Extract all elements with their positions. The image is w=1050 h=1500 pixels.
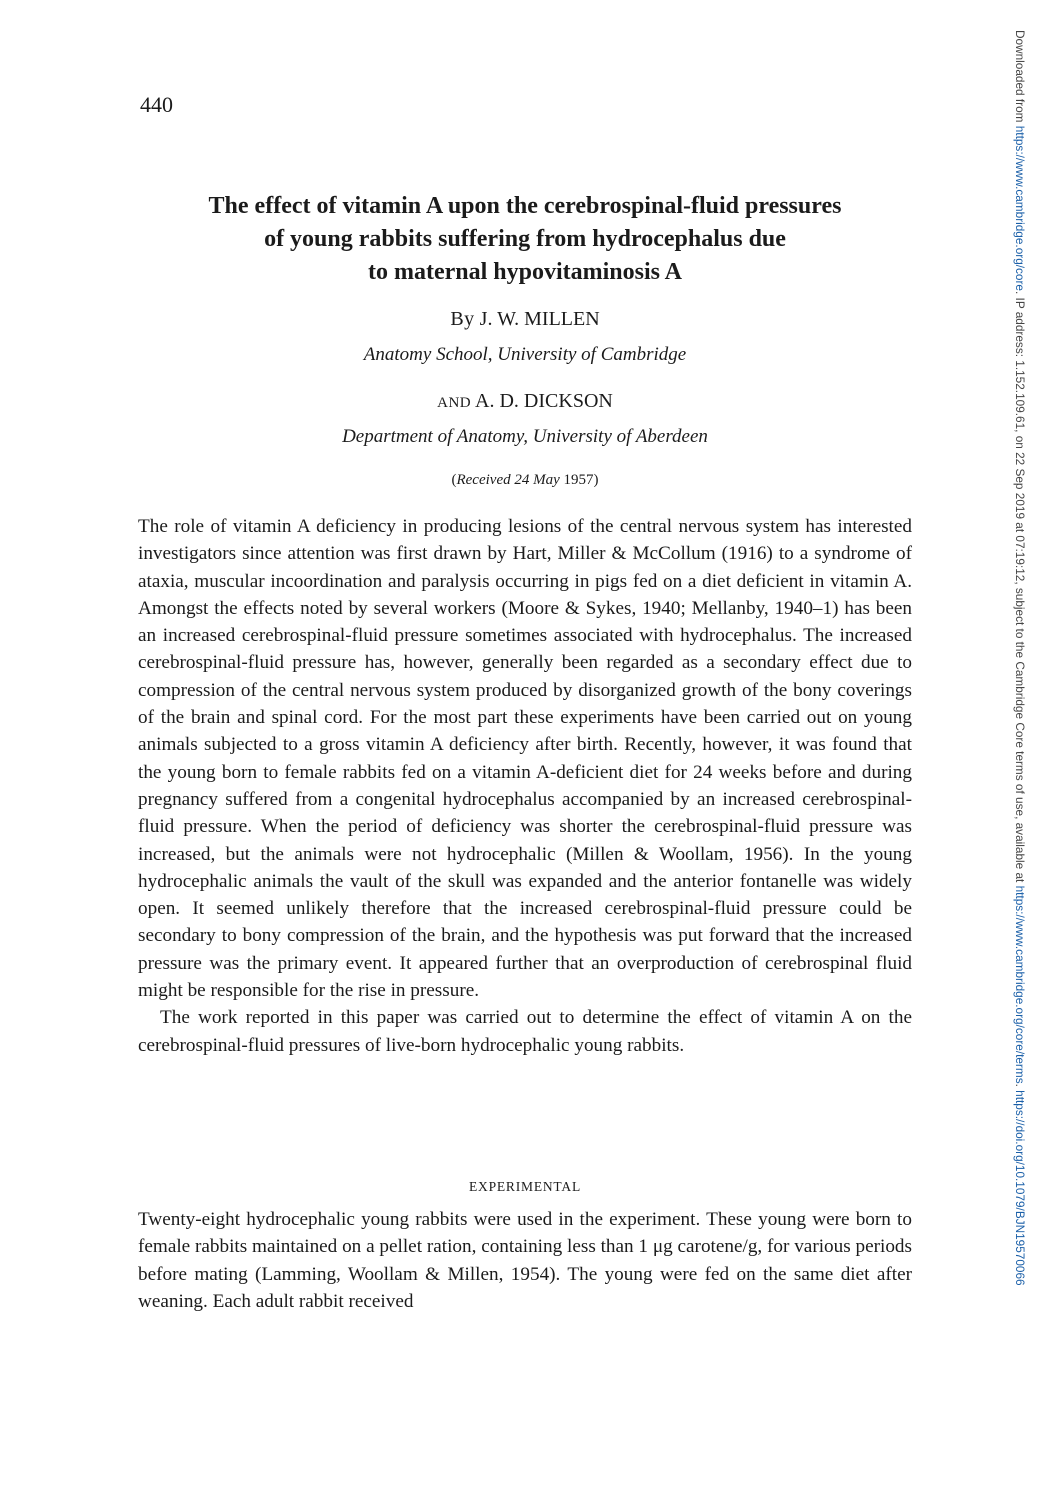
terms-link[interactable]: https://www.cambridge.org/core/terms <box>1013 885 1027 1084</box>
page-number: 440 <box>140 92 173 117</box>
author-1 <box>0 308 1050 331</box>
cambridge-core-link[interactable]: https://www.cambridge.org/core <box>1013 125 1027 291</box>
introduction <box>138 513 912 1059</box>
received-label: Received <box>456 472 511 488</box>
received-date: (Received 24 May 1957) <box>451 472 599 488</box>
download-notice: Downloaded from https://www.cambridge.org/core. IP address: 1.152.109.61, on 22 Sep 2019 at 07:19:12, subject to the Cambridge Core terms of use, available at https://www.cambridge.org/core/terms. https://doi.org/10.1079/BJN19570066 <box>1013 30 1027 1286</box>
title-line: to maternal hypovitaminosis A <box>367 259 682 285</box>
author-2-prefix: AND <box>437 395 472 411</box>
doi-link[interactable]: https://doi.org/10.1079/BJN19570066 <box>1013 1090 1027 1286</box>
body-paragraph: Twenty-eight hydrocephalic young rabbits were used in the experiment. These young were born to female rabbits maintained on a pellet ration, containing less than 1 μg carotene/g, for various periods before mating (Lamming, Woollam & Millen, 1954). The young were fed on the same diet after weaning. Each adult rabbit received <box>138 1209 912 1312</box>
author-1-affiliation: Anatomy School, University of Cambridge <box>363 344 687 365</box>
received-date-value: 24 May <box>510 472 564 488</box>
body-paragraph: The work reported in this paper was carried out to determine the effect of vitamin A on the cerebrospinal-fluid pressures of live-born hydrocephalic young rabbits. <box>138 1007 912 1056</box>
author-2 <box>0 390 1050 413</box>
author-1-name: J. W. MILLEN <box>479 308 600 330</box>
author-2-name: A. D. DICKSON <box>475 390 613 412</box>
title-line: The effect of vitamin A upon the cerebrospinal-fluid pressures <box>208 193 842 219</box>
title-line: of young rabbits suffering from hydrocephalus due <box>264 226 786 252</box>
author-1-prefix: By <box>450 308 475 330</box>
author-2-affiliation: Department of Anatomy, University of Aberdeen <box>342 426 708 447</box>
body-paragraph: The role of vitamin A deficiency in producing lesions of the central nervous system has interested investigators since attention was first drawn by Hart, Miller & McCollum (1916) to a syndrome of ataxia, muscular incoordination and paralysis occurring in pigs fed on a diet deficient in vitamin A. Amongst the effects noted by several workers (Moore & Sykes, 1940; Mellanby, 1940–1) has been an increased cerebrospinal-fluid pressure sometimes associated with hydrocephalus. The increased cerebrospinal-fluid pressure has, however, generally been regarded as a secondary effect due to compression of the central nervous system produced by disorganized growth of the bony coverings of the brain and spinal cord. For the most part these experiments have been carried out on young animals subjected to a gross vitamin A deficiency after birth. Recently, however, it was found that the young born to female rabbits fed on a vitamin A-deficient diet for 24 weeks before and during pregnancy suffered from a congenital hydrocephalus accompanied by an increased cerebrospinal-fluid pressure. When the period of deficiency was shorter the cerebrospinal-fluid pressure was increased, but the animals were not hydrocephalic (Millen & Woollam, 1956). In the young hydrocephalic animals the vault of the skull was expanded and the anterior fontanelle was widely open. It seemed unlikely therefore that the increased cerebrospinal-fluid pressure could be secondary to bony compression of the brain, and the hypothesis was put forward that the increased pressure was the primary event. It appeared further that an overproduction of cerebrospinal fluid might be responsible for the rise in pressure. <box>138 516 912 1002</box>
received-year: 1957 <box>563 472 594 488</box>
experimental-section <box>138 1206 912 1315</box>
article-title <box>120 190 930 289</box>
section-heading-experimental: EXPERIMENTAL <box>468 1179 581 1194</box>
